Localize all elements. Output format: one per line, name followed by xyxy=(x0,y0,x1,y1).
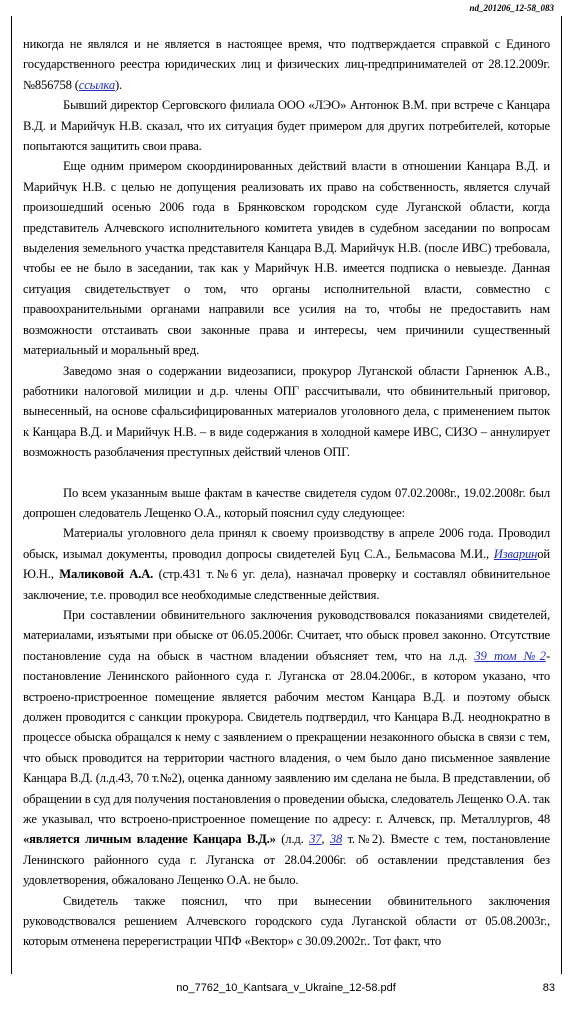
paragraph-4: Заведомо зная о содержании видеозаписи, прокурор Луганской области Гарненюк А.В., работники налоговой милиции и д.р. члены ОПГ рассчитывали, что обвинительный приговор, вынесенный, на основе сфальсифицированных материалов уголовного дела, с применением пыток к Канцара В.Д. и Марийчук Н.В. – в виде содержания в холодной камере ИВС, СИЗО – аннулирует возможность разоблачения преступных действий членов ОПГ. xyxy=(23,363,550,460)
paragraph-7-text-e: т.№2). Вместе с тем, постановление Ленинского районного суда г. Луганска от 28.04.2006г. об оставлении представления без удовлетворения, обжаловано Лещенко О.А. не было. xyxy=(23,832,551,888)
personal-ownership-quote-bold: «является личным владение Канцара В.Д.» xyxy=(23,832,276,847)
paragraph-1-text: никогда не являлся и не является в настоящее время, что подтверждается справкой с Единого государственного реестра юридических лиц и физических лиц-предпринимателей от 28.12.2009г. №856758 ( xyxy=(23,37,550,92)
page-37-link[interactable]: 37 xyxy=(309,832,322,847)
malikova-name-bold: Маликовой А.А. xyxy=(59,567,154,582)
paragraph-1-tail: ). xyxy=(114,77,123,92)
volume-2-page-39-link[interactable]: 39 том №2 xyxy=(474,648,546,663)
page-footer xyxy=(0,978,572,998)
paragraph-2: Бывший директор Серговского филиала ООО «ЛЭО» Антонюк В.М. при встрече с Канцара В.Д. и Марийчук Н.В. сказал, что их ситуация будет примером для других потребителей, которые попытаются защитить свои права. xyxy=(23,98,550,154)
paragraph-6 xyxy=(23,523,550,605)
document-id-header: nd_201206_12-58_083 xyxy=(469,3,554,13)
izvarina-link[interactable]: Изварин xyxy=(493,546,538,561)
paragraph-gap xyxy=(23,463,550,483)
document-body xyxy=(12,16,561,952)
paragraph-7-text-a: При составлении обвинительного заключения руководствовался показаниями свидетелей, материалами, изъятыми при обыске от 06.05.2006г. Считает, что обыск провел законно. Отсутствие постановление суда на обыск в частном владении объясняет тем, что на л.д. xyxy=(23,607,550,663)
paragraph-7-separator: , xyxy=(321,832,330,847)
paragraph-6-text-a: Материалы уголовного дела принял к своему производству в апреле 2006 года. Проводил обыск, изымал документы, проводил допросы свидетелей Буц С.А., Бельмасова М.И., xyxy=(23,526,550,561)
paragraph-3: Еще одним примером скоординированных действий власти в отношении Канцара В.Д. и Марийчук Н.В. с целью не допущения реализовать их право на собственность, является случай произошедший осенью 2006 года в Брянковском городском суде Луганской области, когда представитель Алчевского исполнительного комитета увидев в судебном заседании по вопросам выделения земельного участка представителя Канцара В.Д. Марийчук Н.В. (после ИВС) требовала, чтобы ее не было в заседании, так как у Марийчук Н.В. имеется подписка о невыезде. Данная ситуация свидетельствует о том, что органы исполнительной власти, совместно с правоохранительными органами направили все усилия на то, чтобы не предоставить нам возможности отстаивать свои законные права и интересы, чем причинили существенный материальный и моральный вред. xyxy=(23,159,550,358)
paragraph-5: По всем указанным выше фактам в качестве свидетеля судом 07.02.2008г., 19.02.2008г. был допрошен следователь Лещенко О.А., который пояснил суду следующее: xyxy=(23,485,550,520)
paragraph-8: Свидетель также пояснил, что при вынесении обвинительного заключения руководствовался решением Алчевского городского суда Луганской области от 05.08.2003г., которым отменена перерегистрации ЧПФ «Вектор» с 30.09.2002г.. Тот факт, что xyxy=(23,893,550,949)
paragraph-7-text-c: (л.д. xyxy=(275,832,310,847)
paragraph-7-text-b: - постановление Ленинского районного суда г. Луганска от 28.04.2006г., в котором указано, что встроено-пристроенное помещение является рабочим местом Канцара В.Д. и поэтому обыск должен проводится с санкции прокурора. Свидетель подтвердил, что Канцара В.Д. неоднократно в процессе обыска обращался к нему с заявлением о прекращении незаконного обыска в связи с тем, что обыск проводится на территории частного владения, о чем было дано письменное заявление Канцара В.Д. (л.д.43, 70 т.№2), оценка данному заявлению им сделана не была. В представлении, об обращении в суд для получения постановления о проведении обыска, следователь Лещенко О.А. так же указывал, что встроено-пристроенное помещение по адресу: г. Алчевск, пр. Металлургов, 48 xyxy=(23,648,551,827)
paragraph-7 xyxy=(23,605,550,891)
page-number: 83 xyxy=(542,982,555,994)
paragraph-6-text-b: ой Ю.Н., xyxy=(23,546,550,582)
paragraph-6-text-c: (стр.431 т.№6 уг. дела), назначал проверку и составлял обвинительное заключение, т.е. проводил все необходимые следственные действия. xyxy=(23,567,550,602)
reference-link[interactable]: ссылка xyxy=(78,77,115,92)
page-38-link[interactable]: 38 xyxy=(329,832,343,847)
footer-filename: no_7762_10_Kantsara_v_Ukraine_12-58.pdf xyxy=(176,982,396,994)
paragraph-1 xyxy=(23,34,550,95)
page-frame xyxy=(11,16,562,974)
